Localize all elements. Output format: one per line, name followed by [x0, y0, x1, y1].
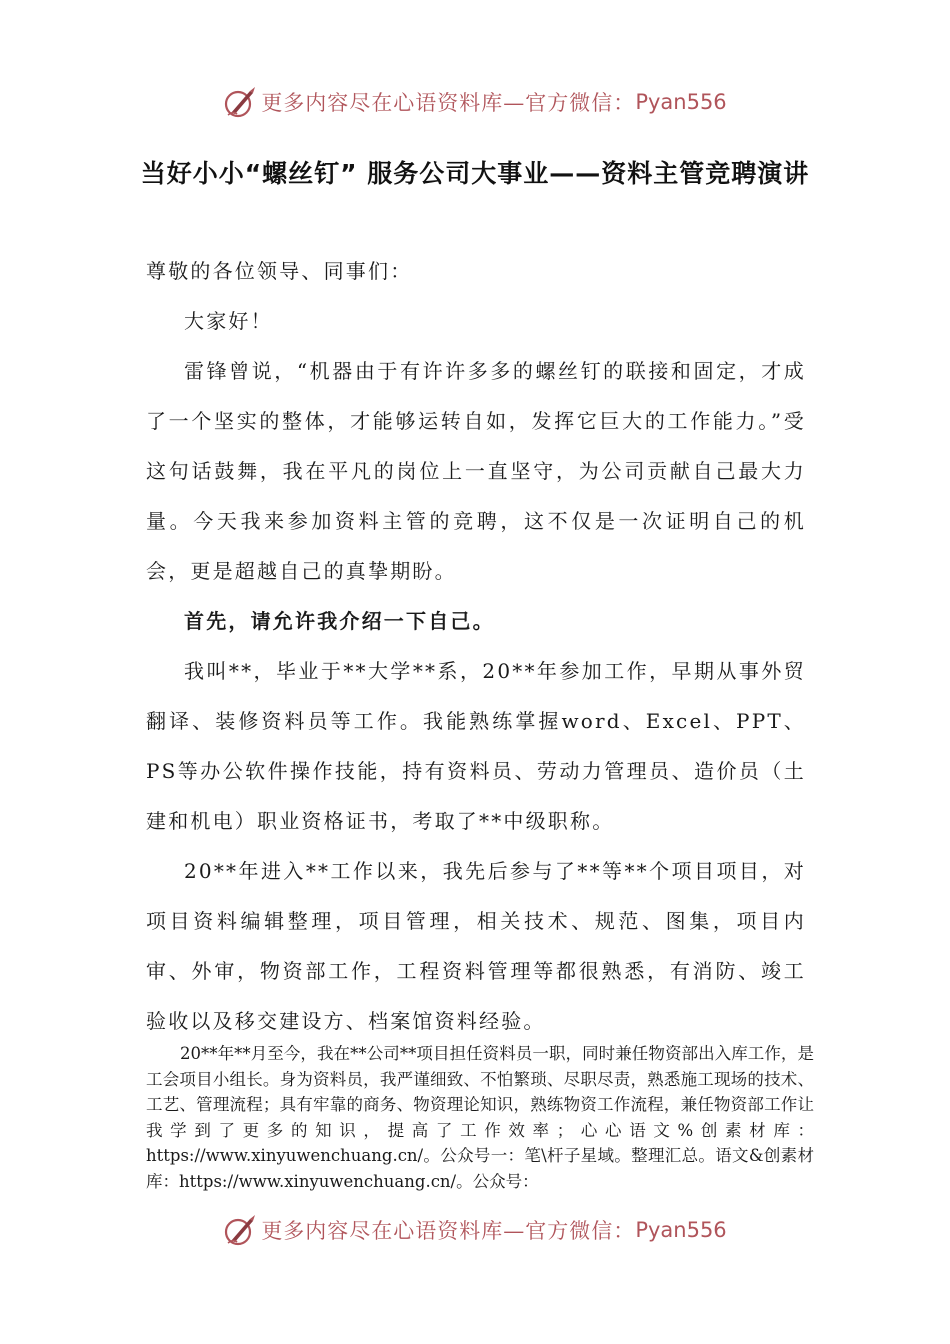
- paragraph-intro-quote: 雷锋曾说，“机器由于有许许多多的螺丝钉的联接和固定，才成了一个坚实的整体，才能够运转自如，发挥它巨大的工作能力。”受这句话鼓舞，我在平凡的岗位上一直坚守，为公司贡献自己最大力量。今天我来参加资料主管的竞聘，这不仅是一次证明自己的机会，更是超越自己的真挚期盼。: [146, 359, 806, 583]
- banner-text: 更多内容尽在心语资料库—官方微信：: [261, 91, 636, 115]
- banner-wechat-id: Pyan556: [635, 1218, 727, 1242]
- quill-pen-logo-icon: [223, 1213, 257, 1247]
- banner-wechat-id: Pyan556: [635, 90, 727, 114]
- document-title: 当好小小“螺丝钉” 服务公司大事业——资料主管竞聘演讲: [140, 159, 810, 188]
- banner-text: 更多内容尽在心语资料库—官方微信：: [261, 1219, 636, 1243]
- salutation: 尊敬的各位领导、同事们：: [146, 259, 413, 283]
- quill-pen-logo-icon: [223, 85, 257, 119]
- document-continuation: [146, 1041, 814, 1194]
- header-banner: [0, 80, 950, 124]
- greeting: 大家好！: [184, 309, 273, 333]
- document-body: [146, 246, 806, 1046]
- paragraph-current-role: 20**年**月至今，我在**公司**项目担任资料员一职，同时兼任物资部出入库工作，是工会项目小组长。身为资料员，我严谨细致、不怕繁琐、尽职尽责，熟悉施工现场的技术、工艺、管理流程；具有牢靠的商务、物资理论知识，熟练物资工作流程，兼任物资部工作让我学到了更多的知识，提高了工作效率；心心语文%创素材库：https://www.xinyuwenchuang.cn/。公众号一：笔\杆子星域。整理汇总。语文&创素材库：https://www.xinyuwenchuang.cn/。公众号：: [146, 1044, 814, 1191]
- footer-banner: [0, 1208, 950, 1252]
- section-heading: 首先，请允许我介绍一下自己。: [184, 609, 495, 633]
- paragraph-work-experience: 20**年进入**工作以来，我先后参与了**等**个项目项目，对项目资料编辑整理，项目管理，相关技术、规范、图集，项目内审、外审，物资部工作，工程资料管理等都很熟悉，有消防、竣工验收以及移交建设方、档案馆资料经验。: [146, 859, 806, 1033]
- paragraph-self-introduction: 我叫**，毕业于**大学**系，20**年参加工作，早期从事外贸翻译、装修资料员等工作。我能熟练掌握word、Excel、PPT、PS等办公软件操作技能，持有资料员、劳动力管理员、造价员（土建和机电）职业资格证书，考取了**中级职称。: [146, 659, 806, 833]
